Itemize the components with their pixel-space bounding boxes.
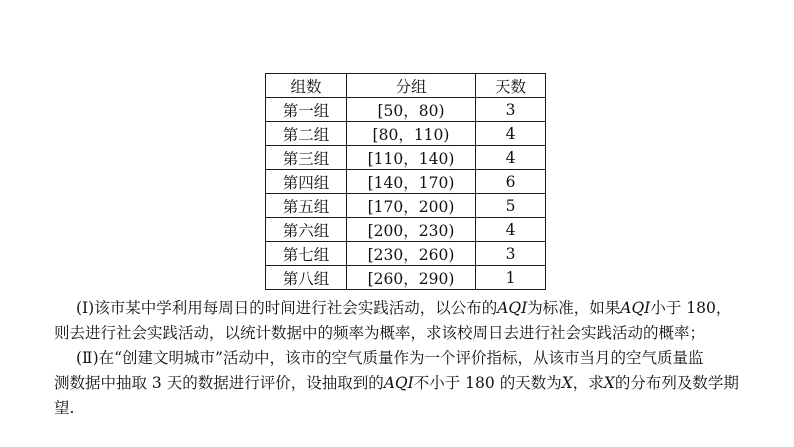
part2-text-d: 的分布列及数学期 (614, 374, 739, 392)
table-row (266, 266, 546, 290)
table-row (266, 98, 546, 122)
frequency-table (265, 73, 546, 290)
header-group-count: 组数 (266, 74, 347, 98)
cell-group: 第一组 (266, 98, 347, 122)
cell-group: 第三组 (266, 146, 347, 170)
part2-text-c: ，求 (572, 374, 604, 392)
cell-range: [50，80) (347, 98, 476, 122)
part1-line-2: 则去进行社会实践活动，以统计数据中的频率为概率，求该校周日去进行社会实践活动的概率； (54, 324, 706, 342)
aqi-term: AQI (383, 374, 414, 392)
part2-line-1: (Ⅱ)在“创建文明城市”活动中，该市的空气质量作为一个评价指标，从该市当月的空气质量监 (76, 349, 704, 367)
cell-group: 第五组 (266, 194, 347, 218)
part1-text-b: 为标准，如果 (527, 299, 621, 317)
cell-days: 3 (476, 242, 546, 266)
part2-line-3: 望. (54, 399, 75, 417)
table-body (266, 98, 546, 290)
table-row (266, 242, 546, 266)
part1-text-a: (Ⅰ)该市某中学利用每周日的时间进行社会实践活动，以公布的 (76, 299, 498, 317)
table-row (266, 122, 546, 146)
table-row (266, 194, 546, 218)
header-grouping: 分组 (347, 74, 476, 98)
table-header (266, 74, 546, 98)
table-row (266, 170, 546, 194)
cell-range: [200，230) (347, 218, 476, 242)
part2-text-b: 不小于 180 的天数为 (413, 374, 562, 392)
cell-days: 6 (476, 170, 546, 194)
part1-line-1 (54, 296, 754, 321)
cell-days: 4 (476, 122, 546, 146)
part2-line-2 (54, 371, 754, 396)
table-row (266, 146, 546, 170)
header-days: 天数 (476, 74, 546, 98)
cell-group: 第二组 (266, 122, 347, 146)
cell-days: 3 (476, 98, 546, 122)
cell-range: [170，200) (347, 194, 476, 218)
cell-days: 1 (476, 266, 546, 290)
cell-range: [140，170) (347, 170, 476, 194)
cell-group: 第七组 (266, 242, 347, 266)
cell-range: [110，140) (347, 146, 476, 170)
aqi-term: AQI (497, 299, 528, 317)
cell-range: [230，260) (347, 242, 476, 266)
cell-group: 第八组 (266, 266, 347, 290)
question-part-2 (54, 346, 754, 421)
aqi-term: AQI (620, 299, 651, 317)
part1-text-c: 小于 180， (650, 299, 732, 317)
table-row (266, 218, 546, 242)
question-part-1 (54, 296, 754, 346)
cell-group: 第六组 (266, 218, 347, 242)
table-header-row (266, 74, 546, 98)
cell-group: 第四组 (266, 170, 347, 194)
part2-text-a: 测数据中抽取 3 天的数据进行评价，设抽取到的 (54, 374, 384, 392)
variable-x: X (561, 374, 573, 392)
variable-x: X (603, 374, 615, 392)
cell-days: 4 (476, 218, 546, 242)
cell-range: [80，110) (347, 122, 476, 146)
cell-days: 4 (476, 146, 546, 170)
cell-days: 5 (476, 194, 546, 218)
cell-range: [260，290) (347, 266, 476, 290)
